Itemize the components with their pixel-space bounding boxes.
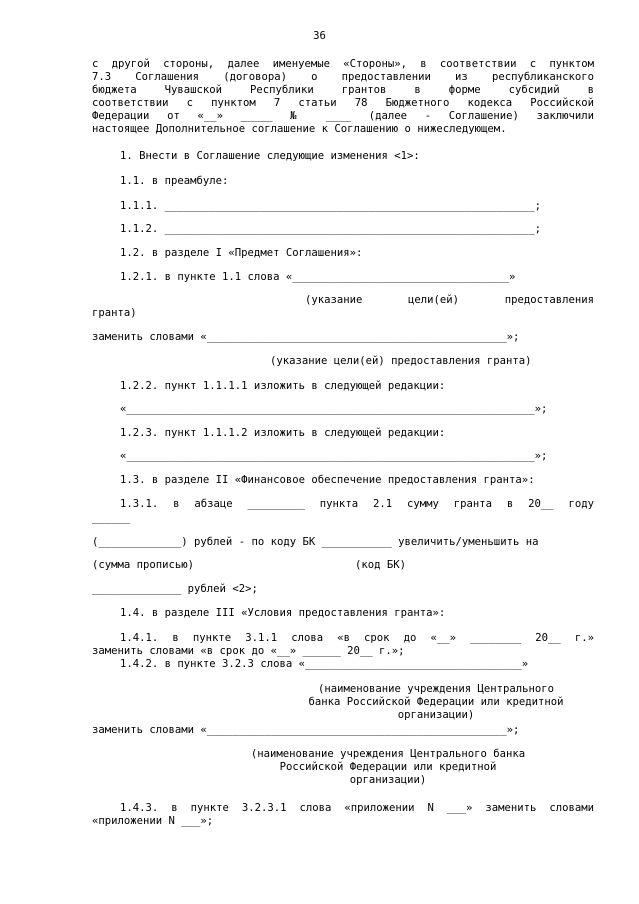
intro-line-1: с другой стороны, далее именуемые «Стороны», в соответствии с пунктом: [92, 58, 594, 70]
item-1-3-1-d: ______________ рублей <2>;: [92, 583, 258, 595]
item-1-2-1: 1.2.1. в пункте 1.1 слова «__________________________________»: [120, 271, 516, 283]
item-1-4-2-note2-2: Российской Федерации или кредитной: [279, 761, 497, 773]
item-1-2-1-note-b: гранта): [92, 307, 137, 319]
item-1-2-3-line: «________________________________________________________________»;: [120, 450, 548, 462]
item-1-4-3-a: 1.4.3. в пункте 3.2.3.1 слова «приложении N ___» заменить словами: [120, 802, 594, 814]
item-1-2-2: 1.2.2. пункт 1.1.1.1 изложить в следующей редакции:: [120, 380, 446, 392]
item-1-1: 1.1. в преамбуле:: [120, 175, 229, 187]
item-1-4-2-note-1: (наименование учреждения Центрального: [318, 683, 554, 695]
page-number: 36: [313, 30, 326, 42]
item-1-2-1-note-a: (указание цели(ей) предоставления: [305, 294, 594, 306]
intro-line-2: 7.3 Соглашения (договора) о предоставлении из республиканского: [92, 71, 594, 83]
item-1-4-2-note-2: банка Российской Федерации или кредитной: [308, 696, 564, 708]
item-1-3-1-note-b: (код БК): [355, 559, 407, 571]
item-1-4: 1.4. в разделе III «Условия предоставления гранта»:: [120, 607, 446, 619]
item-1-3-1-a: 1.3.1. в абзаце _________ пункта 2.1 сумму гранта в 20__ году: [120, 498, 594, 510]
item-1-4-2-replace: заменить словами «_______________________________________________»;: [92, 724, 520, 736]
item-1-3: 1.3. в разделе II «Финансовое обеспечение предоставления гранта»:: [120, 474, 535, 486]
item-1-4-2: 1.4.2. в пункте 3.2.3 слова «__________________________________»: [120, 658, 529, 670]
item-1-3-1-b: ______: [92, 512, 131, 524]
item-1-2-1-note-2: (указание цели(ей) предоставления гранта): [270, 355, 532, 367]
item-1-4-1-b: заменить словами «в срок до «__» ______ 20__ г.»;: [92, 645, 405, 657]
intro-line-3: бюджета Чувашской Республики грантов в форме субсидий в: [92, 84, 594, 96]
intro-line-6: настоящее Дополнительное соглашение к Соглашению о нижеследующем.: [92, 123, 507, 135]
intro-line-4: соответствии с пунктом 7 статьи 78 Бюджетного кодекса Российской: [92, 97, 594, 109]
item-1-4-1-a: 1.4.1. в пункте 3.1.1 слова «в срок до «__» ________ 20__ г.»: [120, 632, 594, 644]
item-1-2: 1.2. в разделе I «Предмет Соглашения»:: [120, 247, 363, 259]
item-1-1-1: 1.1.1. __________________________________________________________;: [120, 200, 541, 212]
item-1-2-2-line: «________________________________________________________________»;: [120, 403, 548, 415]
item-1-4-3-b: «приложении N ___»;: [92, 815, 214, 827]
intro-line-5: Федерации от «__» _____ № ____ (далее - Соглашение) заключили: [92, 110, 594, 122]
item-1-2-3: 1.2.3. пункт 1.1.1.2 изложить в следующей редакции:: [120, 427, 446, 439]
item-1-4-2-note2-3: организации): [349, 774, 427, 786]
item-1-4-2-note2-1: (наименование учреждения Центрального банка: [250, 748, 526, 760]
item-1-2-1-replace: заменить словами «_______________________________________________»;: [92, 331, 520, 343]
item-1-3-1-note-a: (сумма прописью): [92, 559, 195, 571]
item-1-4-2-note-3: организации): [397, 709, 475, 721]
item-1: 1. Внести в Соглашение следующие изменения <1>:: [120, 150, 420, 162]
item-1-1-2: 1.1.2. __________________________________________________________;: [120, 223, 541, 235]
item-1-3-1-c: (_____________) рублей - по коду БК ___________ увеличить/уменьшить на: [92, 536, 539, 548]
